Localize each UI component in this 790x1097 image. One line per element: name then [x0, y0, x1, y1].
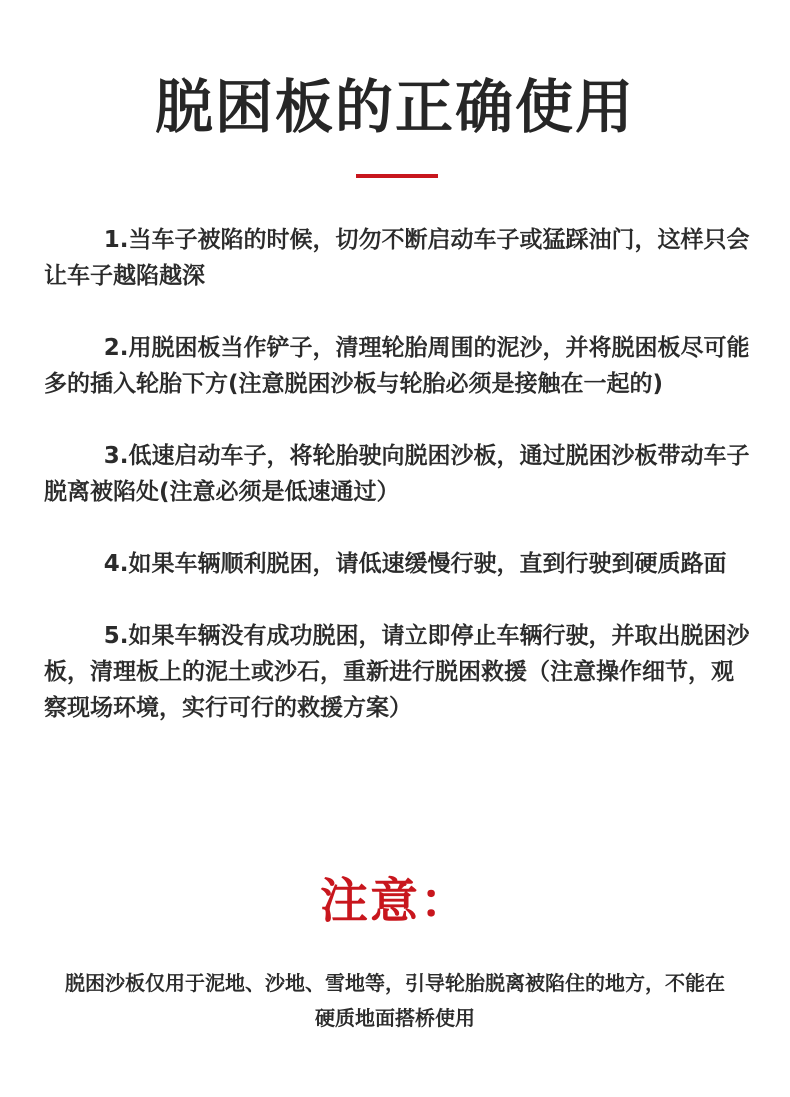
instruction-step-4: 4.如果车辆顺利脱困，请低速缓慢行驶，直到行驶到硬质路面: [103, 551, 727, 577]
instruction-step-3: 3.低速启动车子，将轮胎驶向脱困沙板，通过脱困沙板带动车子脱离被陷处(注意必须是低速通过）: [44, 443, 750, 505]
instruction-step-2: 2.用脱困板当作铲子，清理轮胎周围的泥沙，并将脱困板尽可能多的插入轮胎下方(注意脱困沙板与轮胎必须是接触在一起的): [44, 335, 750, 397]
instruction-step-1: 1.当车子被陷的时候，切勿不断启动车子或猛踩油门，这样只会让车子越陷越深: [44, 227, 750, 289]
notice-heading: 注意：: [319, 873, 470, 929]
notice-text: 脱困沙板仅用于泥地、沙地、雪地等，引导轮胎脱离被陷住的地方，不能在硬质地面搭桥使用: [65, 971, 725, 1030]
title-divider: [356, 174, 438, 178]
instruction-step-5: 5.如果车辆没有成功脱困，请立即停止车辆行驶，并取出脱困沙板，清理板上的泥土或沙石，重新进行脱困救援（注意操作细节，观察现场环境，实行可行的救援方案）: [44, 623, 750, 721]
page-title: 脱困板的正确使用: [154, 73, 635, 141]
instruction-list: [44, 222, 750, 762]
